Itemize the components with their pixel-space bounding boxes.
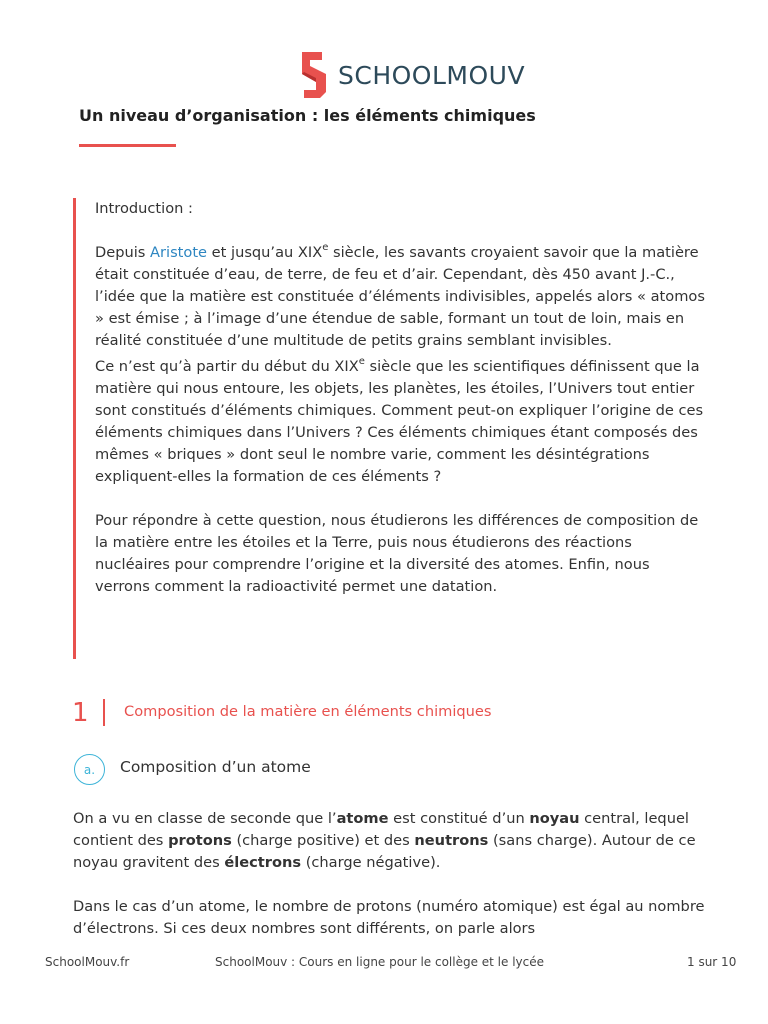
footer-page-number: 1 sur 10 bbox=[687, 955, 737, 969]
intro-paragraph-2: Ce n’est qu’à partir du début du XIXe siècle que les scientifiques définissent que la matière qui nous entoure, les objets, les planètes, les étoiles, l’Univers tout entier sont constitués d’éléments chimiques. Comment peut-on expliquer l’origine de ces éléments chimiques dans l’Univers ? Ces éléments chimiques étant composés des mêmes « briques » dont seul le nombre varie, comment les désintégrations expliquent-elles la formation de ces éléments ? bbox=[95, 356, 704, 485]
subsection-badge: a. bbox=[74, 754, 105, 785]
intro-paragraph-3: Pour répondre à cette question, nous étudierons les différences de composition de la matière entre les étoiles et la Terre, puis nous étudierons des réactions nucléaires pour comprendre l’origine et la diversité des atomes. Enfin, nous verrons comment la radioactivité permet une datation. bbox=[95, 512, 699, 595]
body-paragraph-1: On a vu en classe de seconde que l’atome est constitué d’un noyau central, lequel contient des protons (charge positive) et des neutrons (sans charge). Autour de ce noyau gravitent des électrons (charge négative). bbox=[73, 810, 696, 871]
schoolmouv-logo bbox=[298, 50, 525, 100]
logo-wordmark: SCHOOLMOUV bbox=[338, 60, 526, 90]
section-divider bbox=[103, 699, 105, 726]
intro-accent-bar bbox=[73, 198, 76, 659]
body-paragraph-2: Dans le cas d’un atome, le nombre de protons (numéro atomique) est égal au nombre d’électrons. Si ces deux nombres sont différents, on parle alors bbox=[73, 898, 705, 937]
subsection-title: Composition d’un atome bbox=[120, 758, 311, 776]
aristote-link[interactable]: Aristote bbox=[150, 244, 208, 261]
intro-heading: Introduction : bbox=[95, 200, 193, 217]
section-title: Composition de la matière en éléments chimiques bbox=[124, 703, 492, 720]
document-title: Un niveau d’organisation : les éléments chimiques bbox=[79, 106, 536, 125]
footer-site: SchoolMouv.fr bbox=[45, 955, 130, 969]
section-number: 1 bbox=[72, 698, 89, 728]
footer-tagline: SchoolMouv : Cours en ligne pour le collège et le lycée bbox=[215, 955, 545, 969]
intro-paragraph-1: Depuis Aristote et jusqu’au XIXe siècle, les savants croyaient savoir que la matière était constituée d’eau, de terre, de feu et d’air. Cependant, dès 450 avant J.-C., l’idée que la matière est constituée d’éléments indivisibles, appelés alors « atomos » est émise ; à l’image d’une étendue de sable, formant un tout de loin, mais en réalité constituée d’une multitude de petits grains semblant invisibles. bbox=[95, 242, 705, 349]
s-logo-icon bbox=[298, 50, 330, 100]
introduction-block bbox=[95, 198, 705, 598]
body-text bbox=[73, 808, 713, 962]
title-underline bbox=[79, 144, 176, 147]
